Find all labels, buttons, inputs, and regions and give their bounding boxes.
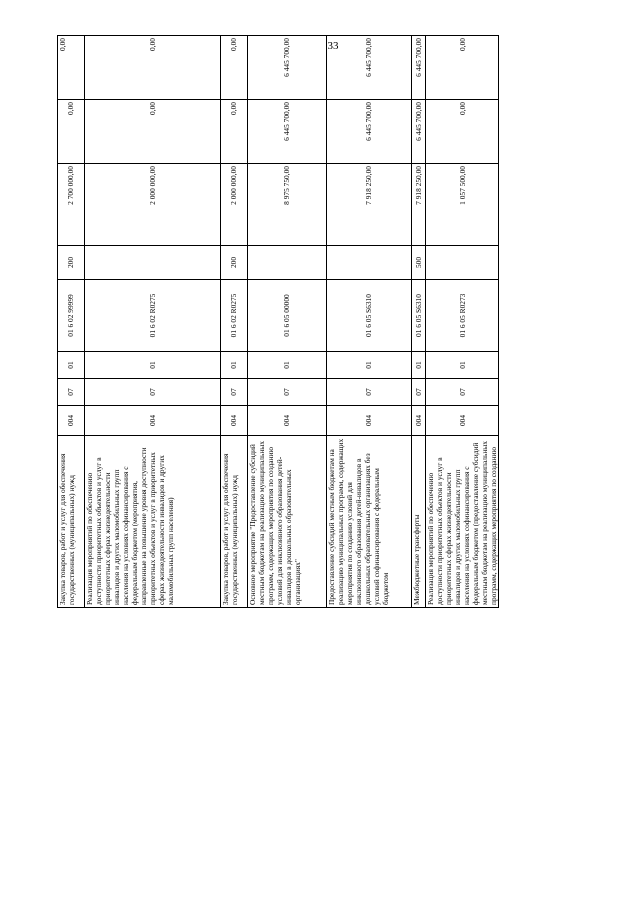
row-name: Закупка товаров, работ и услуг для обеспечения государственных (муниципальных) нужд	[58, 436, 85, 608]
ministry-code: 004	[221, 406, 248, 436]
target-article: 01 6 02 99999	[58, 280, 85, 352]
expense-type: 200	[58, 246, 85, 280]
amount-2: 0,00	[221, 100, 248, 164]
page-number: 33	[327, 40, 339, 52]
amount-1: 7 918 250,00	[327, 164, 412, 246]
subsection-code: 01	[248, 352, 327, 379]
subsection-code: 01	[58, 352, 85, 379]
section-code: 07	[426, 379, 499, 406]
amount-3: 0,00	[426, 36, 499, 100]
subsection-code: 01	[327, 352, 412, 379]
ministry-code: 004	[58, 406, 85, 436]
amount-2: 6 445 700,00	[412, 100, 426, 164]
table-row	[85, 36, 221, 608]
subsection-code: 01	[412, 352, 426, 379]
target-article: 01 6 05 S6310	[412, 280, 426, 352]
table-row	[327, 36, 412, 608]
amount-1: 7 918 250,00	[412, 164, 426, 246]
amount-1: 1 057 500,00	[426, 164, 499, 246]
target-article: 01 6 05 R0273	[426, 280, 499, 352]
amount-2: 0,00	[85, 100, 221, 164]
amount-2: 6 445 700,00	[248, 100, 327, 164]
budget-table-body	[58, 36, 499, 608]
subsection-code: 01	[85, 352, 221, 379]
subsection-code: 01	[426, 352, 499, 379]
expense-type: 200	[221, 246, 248, 280]
rotated-table-area	[57, 36, 499, 608]
target-article: 01 6 05 00000	[248, 280, 327, 352]
row-name: Реализация мероприятий по обеспечению доступности приоритетных объектов и услуг в приоритетных сферах жизнедеятельности инвалидов и других маломобильных групп населения на условиях софинансирования с федеральным бюджетом (предоставление субсидий местным бюджетам на реализацию муниципальных программ, содержащих мероприятия по созданию	[426, 436, 499, 608]
amount-3: 6 445 700,00	[412, 36, 426, 100]
budget-table	[57, 35, 499, 608]
table-row	[221, 36, 248, 608]
ministry-code: 004	[412, 406, 426, 436]
section-code: 07	[412, 379, 426, 406]
table-row	[248, 36, 327, 608]
budget-table-wrapper	[57, 36, 499, 608]
amount-1: 2 000 000,00	[85, 164, 221, 246]
table-row	[426, 36, 499, 608]
amount-3: 0,00	[221, 36, 248, 100]
row-name: Предоставление субсидий местным бюджетам на реализацию муниципальных программ, содержащих мероприятия по созданию условий для инклюзивного образования детей-инвалидов в дошкольных образовательных организациях без условий софинансирования с федеральным бюджетом	[327, 436, 412, 608]
ministry-code: 004	[248, 406, 327, 436]
amount-1: 2 000 000,00	[221, 164, 248, 246]
ministry-code: 004	[327, 406, 412, 436]
row-name: Межбюджетные трансферты	[412, 436, 426, 608]
section-code: 07	[58, 379, 85, 406]
table-row	[58, 36, 85, 608]
amount-3: 6 445 700,00	[248, 36, 327, 100]
ministry-code: 004	[85, 406, 221, 436]
section-code: 07	[85, 379, 221, 406]
expense-type	[327, 246, 412, 280]
amount-3: 0,00	[58, 36, 85, 100]
expense-type	[248, 246, 327, 280]
amount-2: 0,00	[58, 100, 85, 164]
subsection-code: 01	[221, 352, 248, 379]
amount-3: 6 445 700,00	[327, 36, 412, 100]
ministry-code: 004	[426, 406, 499, 436]
target-article: 01 6 02 R0275	[221, 280, 248, 352]
target-article: 01 6 02 R0275	[85, 280, 221, 352]
row-name: Закупка товаров, работ и услуг для обеспечения государственных (муниципальных) нужд	[221, 436, 248, 608]
amount-1: 2 700 000,00	[58, 164, 85, 246]
section-code: 07	[327, 379, 412, 406]
amount-1: 8 975 750,00	[248, 164, 327, 246]
amount-2: 0,00	[426, 100, 499, 164]
table-row	[412, 36, 426, 608]
row-name: Основное мероприятие "Предоставление субсидий местным бюджетам на реализацию муниципальных программ, содержащих мероприятия по созданию условий для инклюзивного образования детей-инвалидов в дошкольных образовательных организациях"	[248, 436, 327, 608]
expense-type	[85, 246, 221, 280]
amount-3: 0,00	[85, 36, 221, 100]
amount-2: 6 445 700,00	[327, 100, 412, 164]
target-article: 01 6 05 S6310	[327, 280, 412, 352]
expense-type	[426, 246, 499, 280]
section-code: 07	[221, 379, 248, 406]
section-code: 07	[248, 379, 327, 406]
expense-type: 500	[412, 246, 426, 280]
row-name: Реализация мероприятий по обеспечению доступности приоритетных объектов и услуг в приоритетных сферах жизнедеятельности инвалидов и других маломобильных групп населения на условиях софинансирования с федеральным бюджетом (мероприятия, направленные на повышение уровня доступности приоритетных объектов и услуг в приоритетных сферах жизнедеятельности инвалидов и других маломобильных групп населения)	[85, 436, 221, 608]
